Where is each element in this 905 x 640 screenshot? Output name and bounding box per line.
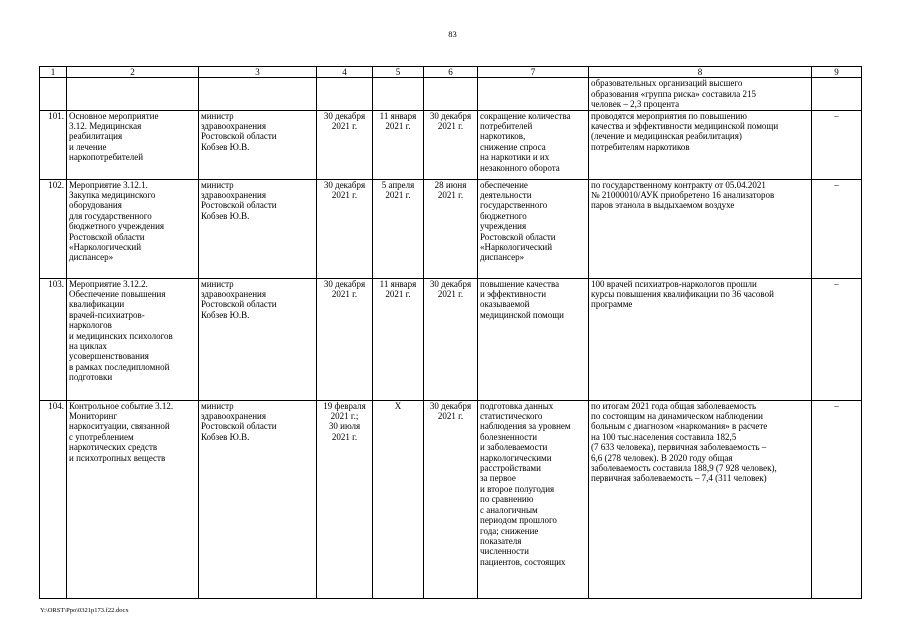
row-number: 102.	[40, 179, 67, 278]
planned-results: обеспечение деятельности государственного бюджетного учреждения Ростовской области «Наркологический диспансер»	[478, 179, 589, 278]
responsible-person: министр здравоохранения Ростовской области Кобзев Ю.В.	[199, 110, 317, 179]
responsible-person: министр здравоохранения Ростовской области Кобзев Ю.В.	[199, 400, 317, 598]
actual-end-date: 30 декабря 2021 г.	[424, 110, 478, 179]
table-row	[40, 278, 862, 400]
responsible-person: министр здравоохранения Ростовской области Кобзев Ю.В.	[199, 278, 317, 400]
actual-start-date: 11 января 2021 г.	[373, 278, 424, 400]
activity-name: Мероприятие 3.12.2. Обеспечение повышения квалификации врачей-психиатров- наркологов и медицинских психологов на циклах усовершенствования в рамках последипломной подготовки	[67, 278, 199, 400]
column-header: 7	[478, 67, 589, 78]
column-header: 1	[40, 67, 67, 78]
actual-start-date: 5 апреля 2021 г.	[373, 179, 424, 278]
column-header: 5	[373, 67, 424, 78]
row-number: 101.	[40, 110, 67, 179]
planned-end-date: 30 декабря 2021 г.	[317, 278, 373, 400]
file-path-footer: Y:\ORST\Ppo\0321p173.f22.docx	[40, 607, 129, 614]
achieved-results: 100 врачей психиатров-наркологов прошли курсы повышения квалификации по 36 часовой программе	[589, 278, 812, 400]
column-header: 8	[589, 67, 812, 78]
column-header: 6	[424, 67, 478, 78]
activity-name: Контрольное событие 3.12. Мониторинг наркоситуации, связанной с употреблением наркотических средств и психотропных веществ	[67, 400, 199, 598]
activity-name: Мероприятие 3.12.1. Закупка медицинского оборудования для государственного бюджетного учреждения Ростовской области «Наркологический диспансер»	[67, 179, 199, 278]
problems-cell: –	[812, 278, 862, 400]
table-row	[40, 179, 862, 278]
column-number-row	[40, 67, 862, 78]
column-header: 4	[317, 67, 373, 78]
planned-end-date: 19 февраля 2021 г.; 30 июля 2021 г.	[317, 400, 373, 598]
activity-name: Основное мероприятие 3.12. Медицинская реабилитация и лечение наркопотребителей	[67, 110, 199, 179]
planned-end-date: 30 декабря 2021 г.	[317, 110, 373, 179]
continuation-row	[40, 78, 862, 110]
column-header: 9	[812, 67, 862, 78]
problems-cell: –	[812, 400, 862, 598]
planned-end-date: 30 декабря 2021 г.	[317, 179, 373, 278]
actual-start-date: Х	[373, 400, 424, 598]
actual-end-date: 30 декабря 2021 г.	[424, 278, 478, 400]
page-number: 83	[448, 29, 457, 39]
column-header: 3	[199, 67, 317, 78]
column-header: 2	[67, 67, 199, 78]
actual-end-date: 28 июня 2021 г.	[424, 179, 478, 278]
achieved-results: проводятся мероприятия по повышению качества и эффективности медицинской помощи (лечение и медицинская реабилитация) потребителям наркотиков	[589, 110, 812, 179]
planned-results: повышение качества и эффективности оказываемой медицинской помощи	[478, 278, 589, 400]
report-table	[39, 66, 862, 599]
actual-start-date: 11 января 2021 г.	[373, 110, 424, 179]
row-number: 104.	[40, 400, 67, 598]
table-row	[40, 110, 862, 179]
table-row	[40, 400, 862, 598]
problems-cell: –	[812, 179, 862, 278]
actual-end-date: 30 декабря 2021 г.	[424, 400, 478, 598]
problems-cell: –	[812, 110, 862, 179]
row-number: 103.	[40, 278, 67, 400]
planned-results: сокращение количества потребителей наркотиков, снижение спроса на наркотики и их незаконного оборота	[478, 110, 589, 179]
planned-results: подготовка данных статистического наблюдения за уровнем болезненности и заболеваемости наркологическими расстройствами за первое и второе полугодия по сравнению с аналогичным периодом прошлого года; снижение показателя численности пациентов, состоящих	[478, 400, 589, 598]
achieved-results: по государственному контракту от 05.04.2021 № 21000010/АУК приобретено 16 анализаторов паров этанола в выдыхаемом воздухе	[589, 179, 812, 278]
responsible-person: министр здравоохранения Ростовской области Кобзев Ю.В.	[199, 179, 317, 278]
achieved-results: по итогам 2021 года общая заболеваемость по состоящим на динамическом наблюдении больным с диагнозом «наркомания» в расчете на 100 тыс.населения составила 182,5 (7 633 человека), первичная заболеваемость – 6,6 (278 человек). В 2020 году общая заболеваемость составила 188,9 (7 928 человек), первичная заболеваемость – 7,4 (311 человек)	[589, 400, 812, 598]
continuation-text: образовательных организаций высшего образования «группа риска» составила 215 человек – 2,3 процента	[589, 78, 812, 110]
